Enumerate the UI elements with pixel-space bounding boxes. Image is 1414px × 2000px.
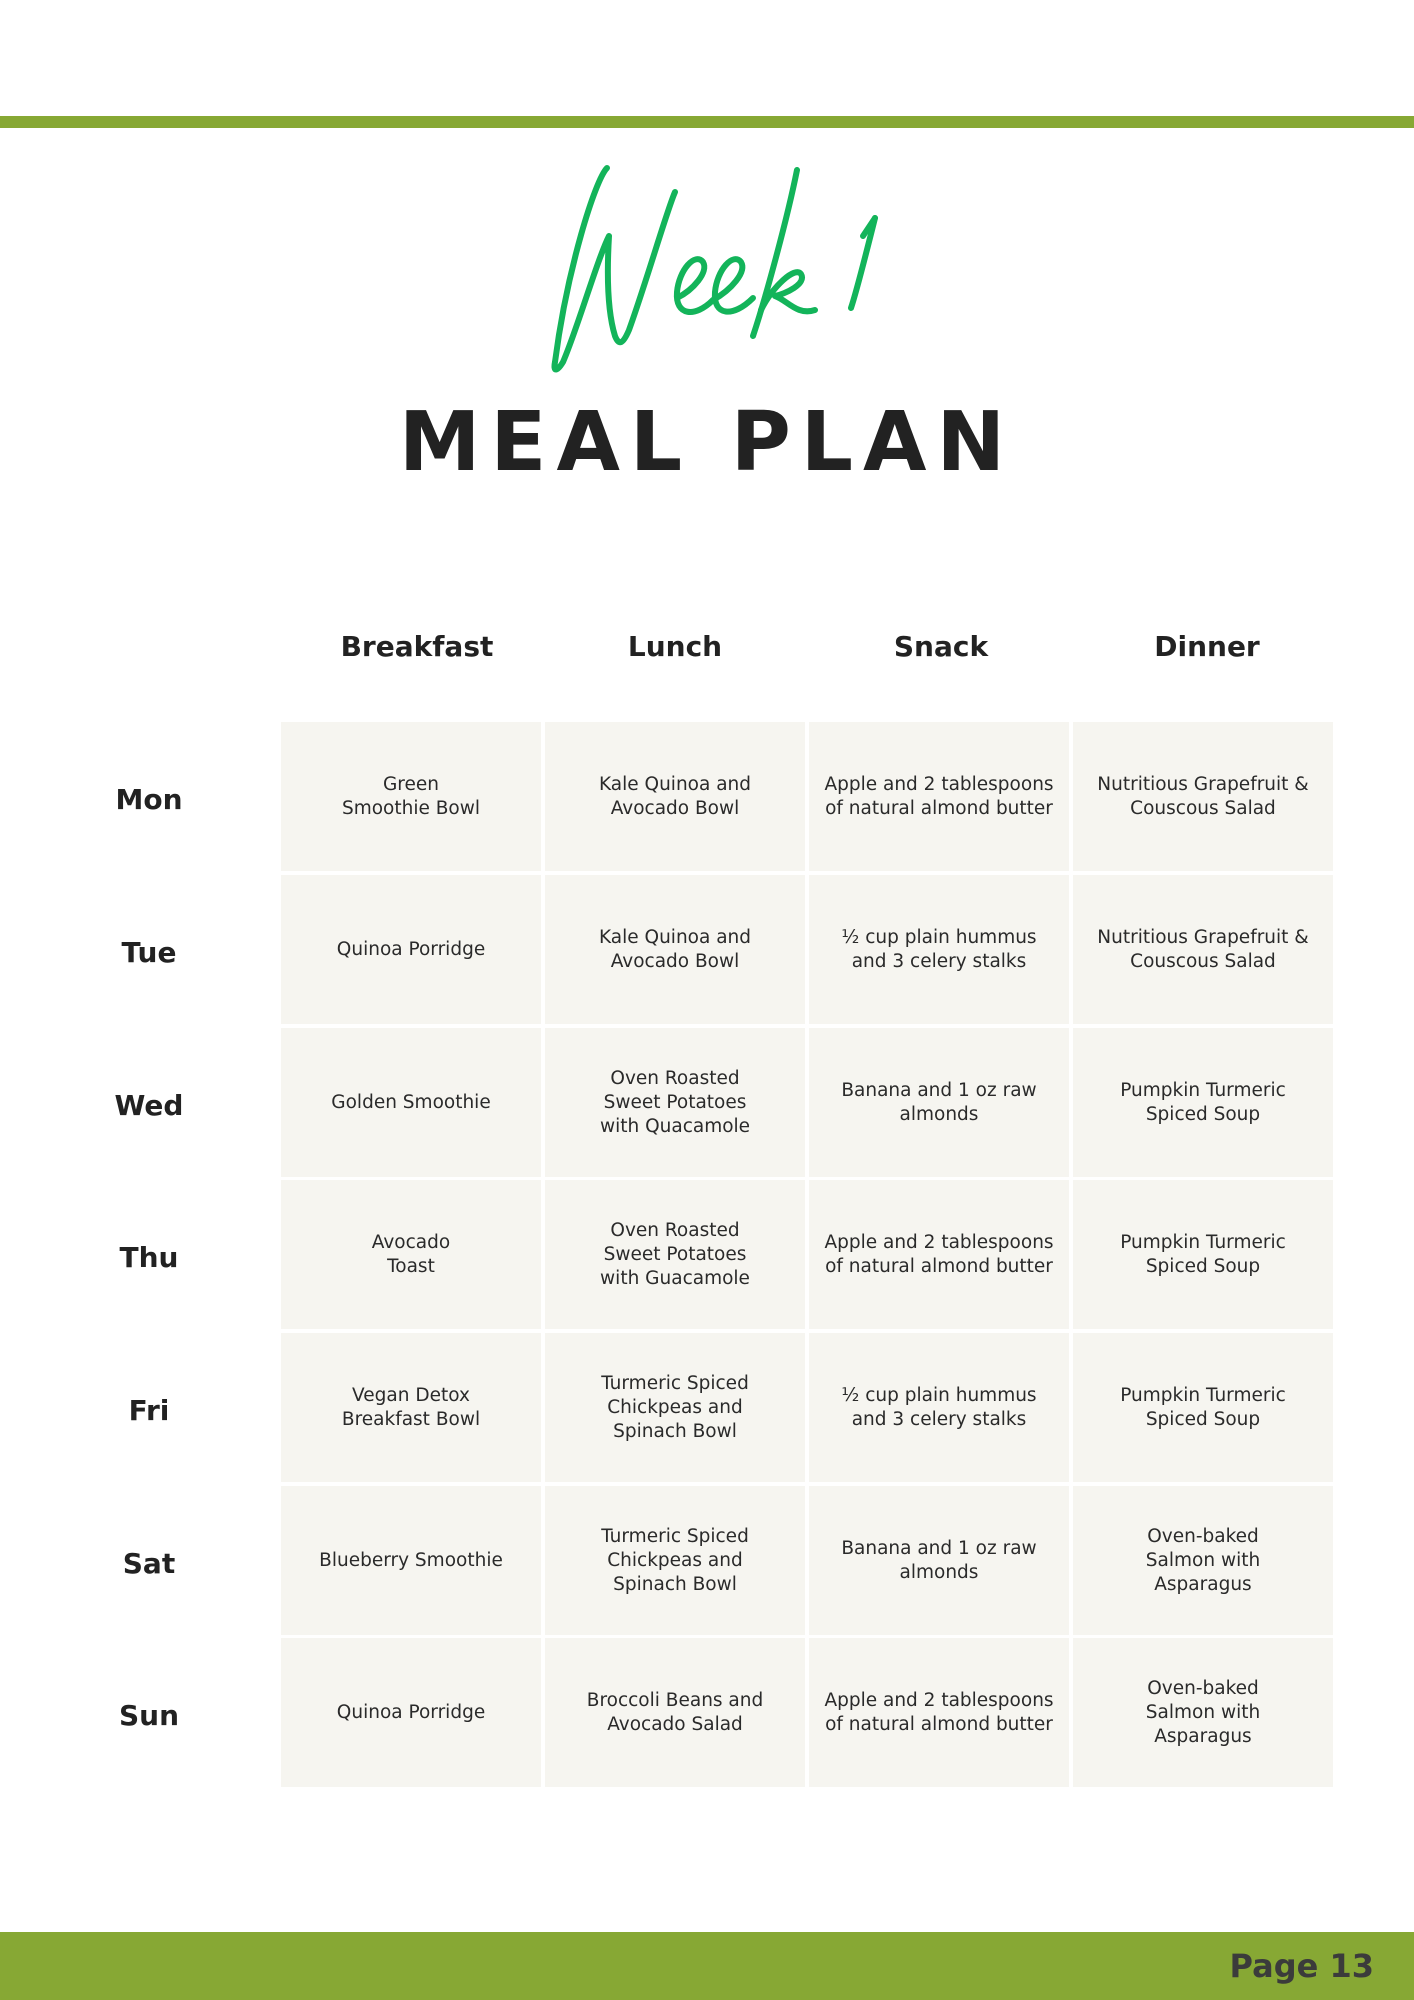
page-number: Page 13 [1229,1947,1374,1985]
meal-cell-mon-dinner: Nutritious Grapefruit & Couscous Salad [1073,722,1333,871]
meal-cell-wed-breakfast: Golden Smoothie [281,1028,541,1177]
meal-cell-tue-breakfast: Quinoa Porridge [281,875,541,1024]
top-accent-rule [0,116,1414,128]
week-title-script [0,140,1414,380]
meal-cell-mon-snack: Apple and 2 tablespoons of natural almond butter [809,722,1069,871]
meal-cell-sat-snack: Banana and 1 oz raw almonds [809,1486,1069,1635]
day-label-fri: Fri [128,1394,170,1427]
meal-cell-tue-dinner: Nutritious Grapefruit & Couscous Salad [1073,875,1333,1024]
column-header-lunch: Lunch [627,630,723,663]
meal-cell-wed-lunch: Oven Roasted Sweet Potatoes with Quacamole [545,1028,805,1177]
meal-cell-sat-breakfast: Blueberry Smoothie [281,1486,541,1635]
meal-cell-fri-lunch: Turmeric Spiced Chickpeas and Spinach Bowl [545,1333,805,1482]
week-script-lettering [497,140,917,380]
day-label-sat: Sat [122,1547,176,1580]
column-header-breakfast: Breakfast [340,630,494,663]
meal-cell-tue-snack: ½ cup plain hummus and 3 celery stalks [809,875,1069,1024]
day-label-wed: Wed [114,1089,184,1122]
meal-cell-thu-breakfast: Avocado Toast [281,1180,541,1329]
meal-cell-sun-breakfast: Quinoa Porridge [281,1638,541,1787]
meal-cell-tue-lunch: Kale Quinoa and Avocado Bowl [545,875,805,1024]
meal-cell-thu-dinner: Pumpkin Turmeric Spiced Soup [1073,1180,1333,1329]
meal-cell-sun-snack: Apple and 2 tablespoons of natural almond butter [809,1638,1069,1787]
meal-cell-wed-dinner: Pumpkin Turmeric Spiced Soup [1073,1028,1333,1177]
day-label-thu: Thu [119,1241,179,1274]
column-header-snack: Snack [893,630,989,663]
meal-cell-fri-breakfast: Vegan Detox Breakfast Bowl [281,1333,541,1482]
footer-bar [0,1932,1414,2000]
day-label-tue: Tue [121,936,177,969]
page-title: MEAL PLAN [398,395,1016,490]
day-label-sun: Sun [118,1699,180,1732]
meal-cell-sat-dinner: Oven-baked Salmon with Asparagus [1073,1486,1333,1635]
day-label-mon: Mon [115,783,183,816]
meal-cell-mon-breakfast: Green Smoothie Bowl [281,722,541,871]
meal-cell-sun-lunch: Broccoli Beans and Avocado Salad [545,1638,805,1787]
meal-cell-fri-dinner: Pumpkin Turmeric Spiced Soup [1073,1333,1333,1482]
meal-cell-thu-snack: Apple and 2 tablespoons of natural almond butter [809,1180,1069,1329]
meal-cell-sat-lunch: Turmeric Spiced Chickpeas and Spinach Bowl [545,1486,805,1635]
meal-cell-fri-snack: ½ cup plain hummus and 3 celery stalks [809,1333,1069,1482]
meal-cell-thu-lunch: Oven Roasted Sweet Potatoes with Guacamole [545,1180,805,1329]
column-header-dinner: Dinner [1154,630,1260,663]
meal-cell-sun-dinner: Oven-baked Salmon with Asparagus [1073,1638,1333,1787]
meal-cell-wed-snack: Banana and 1 oz raw almonds [809,1028,1069,1177]
meal-cell-mon-lunch: Kale Quinoa and Avocado Bowl [545,722,805,871]
